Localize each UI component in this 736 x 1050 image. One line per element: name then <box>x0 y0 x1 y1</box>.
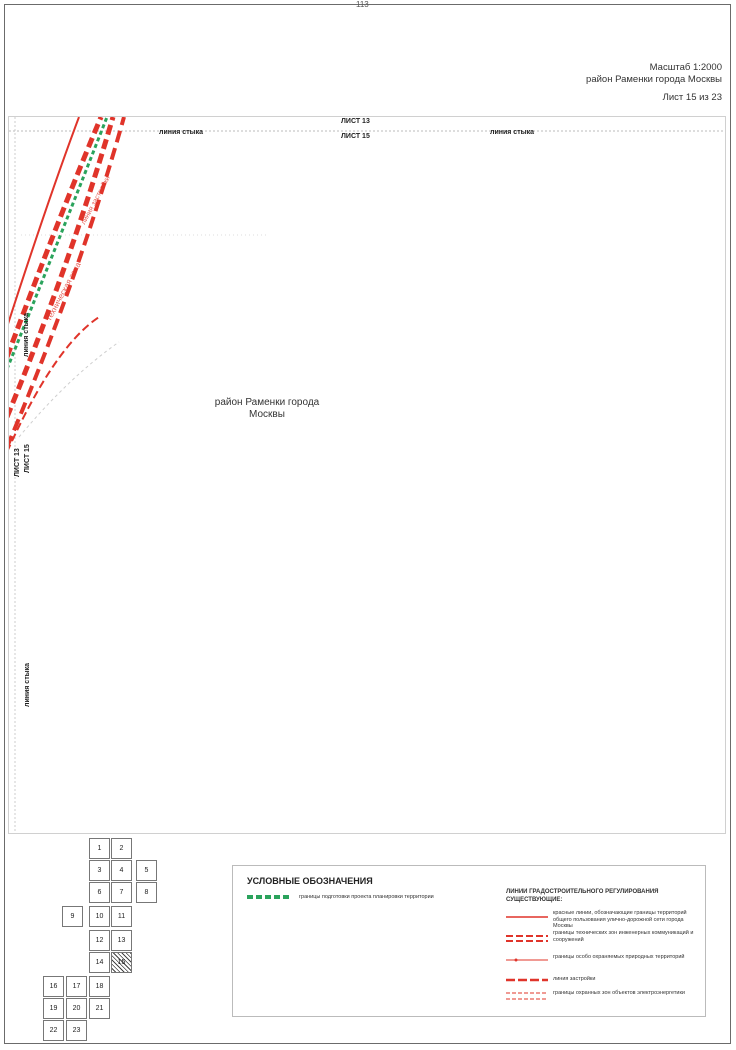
sheet-cell[interactable]: 21 <box>89 998 110 1019</box>
green-boundary-swatch <box>247 894 291 900</box>
sheet-cell[interactable]: 8 <box>136 882 157 903</box>
district-line-2: Москвы <box>249 409 285 420</box>
junction-line-label-right: линия стыка <box>490 129 535 136</box>
sheet-cell[interactable]: 5 <box>136 860 157 881</box>
junction-vertical-upper: линия стыка <box>23 312 30 357</box>
page-number: 113 <box>356 0 369 9</box>
sheet-label: Лист 15 из 23 <box>662 92 722 103</box>
sheet-cell[interactable]: 1 <box>89 838 110 859</box>
sheet-cell[interactable]: 13 <box>111 930 132 951</box>
legend-title: УСЛОВНЫЕ ОБОЗНАЧЕНИЯ <box>247 876 373 886</box>
sheet-cell[interactable]: 10 <box>89 906 110 927</box>
tech-zone-label: техническая зона <box>44 260 83 323</box>
map-lines <box>9 117 725 833</box>
sheet-13-vertical: ЛИСТ 13 <box>14 448 21 477</box>
sheet-cell[interactable]: 23 <box>66 1020 87 1041</box>
sheet-cell[interactable]: 19 <box>43 998 64 1019</box>
legend-right-title-2: СУЩЕСТВУЮЩИЕ: <box>506 897 563 903</box>
power-zone-swatch <box>506 990 548 1002</box>
build-line-label: линия застройки <box>80 175 112 226</box>
legend-box <box>232 865 706 1017</box>
sheet-cell[interactable]: 12 <box>89 930 110 951</box>
sheet-cell[interactable]: 20 <box>66 998 87 1019</box>
sheet-cell[interactable]: 9 <box>62 906 83 927</box>
sheet-cell[interactable]: 17 <box>66 976 87 997</box>
district-header: район Раменки города Москвы <box>586 74 722 85</box>
sheet-cell-current[interactable]: 15 <box>111 952 132 973</box>
district-label <box>197 397 337 421</box>
sheet-cell[interactable]: 3 <box>89 860 110 881</box>
sheet-cell[interactable]: 14 <box>89 952 110 973</box>
sheet-cell[interactable]: 16 <box>43 976 64 997</box>
sheet-15-top-label: ЛИСТ 15 <box>341 133 370 140</box>
legend-item-build-line: линия застройки <box>553 976 596 982</box>
sheet-cell[interactable]: 4 <box>111 860 132 881</box>
legend-right-title <box>506 888 706 904</box>
legend-item-power-zones: границы охранных зон объектов электроэнергетики <box>553 990 685 996</box>
sheet-cell[interactable]: 18 <box>89 976 110 997</box>
map-area[interactable] <box>8 116 726 834</box>
sheet-cell[interactable]: 2 <box>111 838 132 859</box>
legend-item-tech-zones: границы технических зон инженерных коммуникаций и сооружений <box>553 930 694 943</box>
build-line-swatch <box>506 974 548 986</box>
sheet-15-vertical: ЛИСТ 15 <box>24 444 31 473</box>
legend-item-red-lines: красные линии, обозначающие границы территорий общего пользования улично-дорожной сети города Москвы <box>553 910 687 929</box>
sheet-cell[interactable]: 7 <box>111 882 132 903</box>
scale-label: Масштаб 1:2000 <box>649 62 722 73</box>
tech-zone-swatch <box>506 932 548 944</box>
junction-vertical-lower: линия стыка <box>24 662 31 707</box>
tech-zone-boundary-2 <box>9 117 113 417</box>
boundary-text: границы подготовки проекта планировки территории <box>299 894 434 900</box>
sheet-cell[interactable]: 6 <box>89 882 110 903</box>
protected-area-swatch <box>506 954 548 966</box>
sheet-13-top-label: ЛИСТ 13 <box>341 118 370 125</box>
district-line-1: район Раменки города <box>214 397 320 408</box>
junction-line-label-left: линия стыка <box>159 129 204 136</box>
legend-item-protected-areas: границы особо охраняемых природных территорий <box>553 954 685 960</box>
red-line-swatch <box>506 912 548 924</box>
legend-right-title-1: ЛИНИИ ГРАДОСТРОИТЕЛЬНОГО РЕГУЛИРОВАНИЯ <box>506 889 659 895</box>
sheet-cell[interactable]: 11 <box>111 906 132 927</box>
sheet-cell[interactable]: 22 <box>43 1020 64 1041</box>
